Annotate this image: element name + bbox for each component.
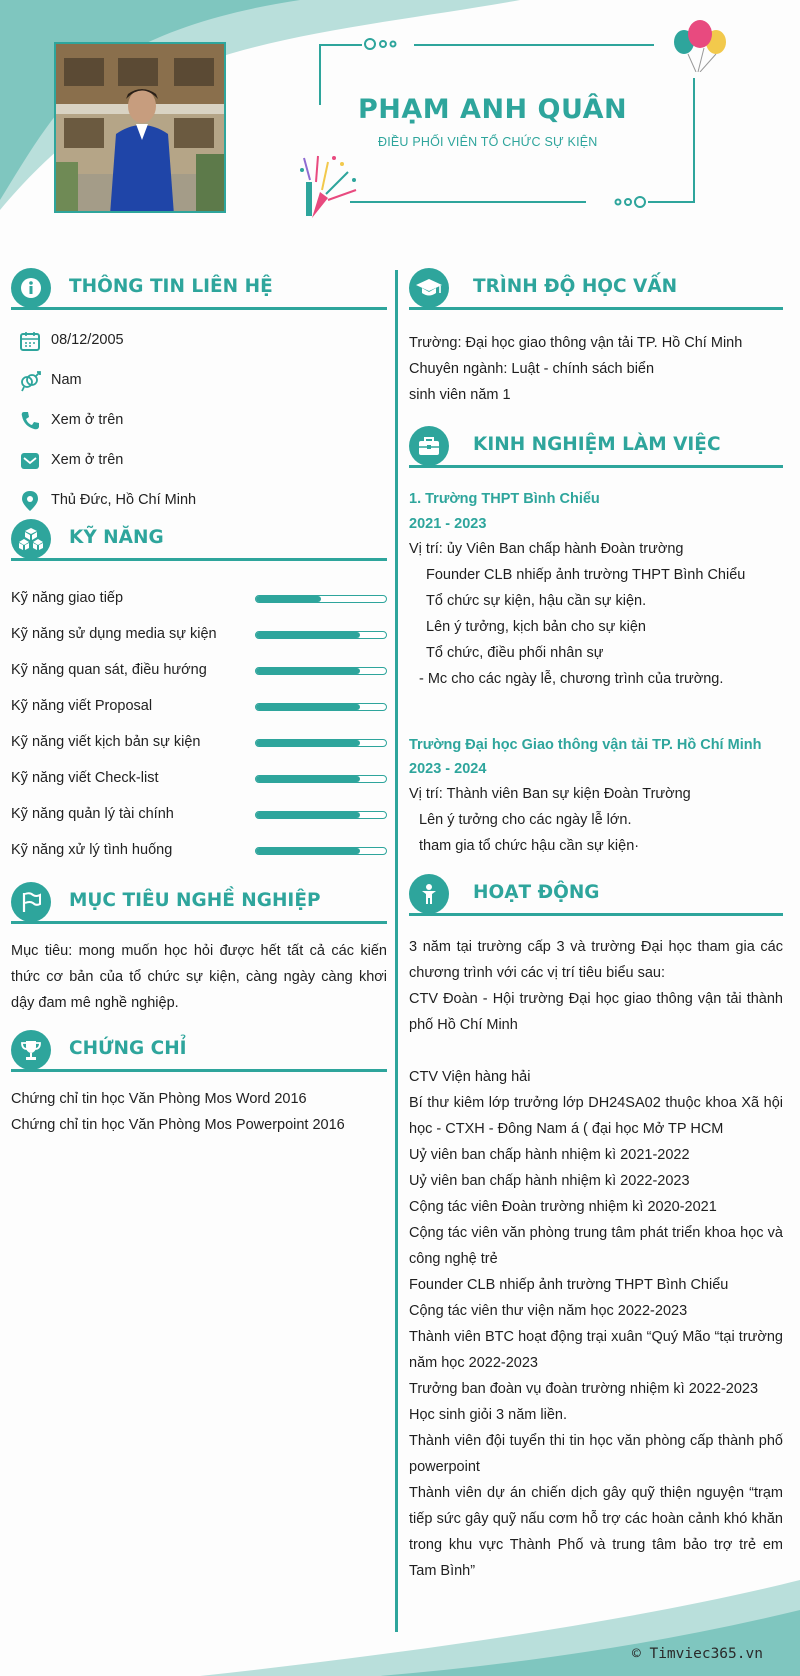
skill-name: Kỹ năng viết Check-list — [11, 770, 159, 786]
activity-item: Thành viên dự án chiến dịch gây quỹ thiện nguyện “trạm tiếp sức gây quỹ nấu cơm hỗ trợ các hoàn cảnh khó khăn trong khu vực Thành Phố và trung tâm bảo trợ trẻ em Tam Bình” — [409, 1485, 783, 1579]
skill-level-fill — [256, 776, 360, 782]
contact-birthday — [11, 328, 387, 352]
skill-name: Kỹ năng viết kịch bản sự kiện — [11, 734, 201, 750]
job-line: Tổ chức, điều phối nhân sự — [426, 645, 604, 661]
phone-icon — [19, 410, 41, 432]
skill-level-bar — [255, 595, 387, 603]
job-line: - Mc cho các ngày lễ, chương trình của trường. — [419, 671, 724, 687]
skill-level-fill — [256, 704, 360, 710]
contact-value: 08/12/2005 — [51, 332, 124, 348]
contact-gender — [11, 368, 387, 392]
skill-level-fill — [256, 848, 360, 854]
section-title: CHỨNG CHỈ — [69, 1038, 187, 1059]
activity-item: CTV Viện hàng hải — [409, 1069, 531, 1085]
balloons-decoration — [668, 16, 730, 72]
skill-level-bar — [255, 667, 387, 675]
activity-item: Cộng tác viên thư viện năm học 2022-2023 — [409, 1303, 688, 1319]
graduation-cap-icon — [409, 268, 449, 308]
skill-name: Kỹ năng quan sát, điều hướng — [11, 662, 207, 678]
skill-level-bar — [255, 739, 387, 747]
section-certificates-header — [11, 1030, 387, 1072]
job-title: ĐIỀU PHỐI VIÊN TỔ CHỨC SỰ KIỆN — [378, 135, 598, 149]
email-icon — [19, 450, 41, 472]
job-line: Founder CLB nhiếp ảnh trường THPT Bình Chiểu — [426, 567, 746, 583]
trophy-icon — [11, 1030, 51, 1070]
skill-level-fill — [256, 812, 360, 818]
section-contact-header — [11, 268, 387, 310]
section-title: HOẠT ĐỘNG — [473, 882, 600, 903]
skill-name: Kỹ năng sử dụng media sự kiện — [11, 626, 217, 642]
skill-row — [11, 730, 387, 754]
profile-photo — [54, 42, 226, 213]
activity-item: Bí thư kiêm lớp trưởng lớp DH24SA02 thuộc khoa Xã hội học - CTXH - Đông Nam á ( đại học Mở TP HCM — [409, 1095, 783, 1137]
skill-name: Kỹ năng viết Proposal — [11, 698, 153, 714]
skill-row — [11, 802, 387, 826]
skill-level-bar — [255, 811, 387, 819]
job-org: Trường Đại học Giao thông vận tải TP. Hồ Chí Minh — [409, 737, 762, 753]
activity-item: Cộng tác viên Đoàn trường nhiệm kì 2020-2021 — [409, 1199, 717, 1215]
education-school: Trường: Đại học giao thông vận tải TP. Hồ Chí Minh — [409, 335, 743, 351]
copyright: © Timviec365.vn — [632, 1646, 763, 1662]
contact-phone — [11, 408, 387, 432]
person-icon — [409, 874, 449, 914]
job-line: Vị trí: Thành viên Ban sự kiện Đoàn Trường — [409, 786, 691, 802]
skill-row — [11, 586, 387, 610]
section-title: TRÌNH ĐỘ HỌC VẤN — [473, 276, 678, 297]
party-popper-decoration — [298, 152, 362, 222]
person-name: PHẠM ANH QUÂN — [358, 94, 628, 125]
job-period: 2021 - 2023 — [409, 516, 487, 532]
skill-level-fill — [256, 668, 360, 674]
contact-value: Nam — [51, 372, 82, 388]
section-education-header — [409, 268, 783, 310]
activity-item: 3 năm tại trường cấp 3 và trường Đại học tham gia các chương trình với các vị trí tiêu biểu sau: — [409, 939, 783, 981]
skill-row — [11, 658, 387, 682]
cubes-icon — [11, 519, 51, 559]
section-title: KỸ NĂNG — [69, 527, 164, 548]
activity-item: Học sinh giỏi 3 năm liền. — [409, 1407, 567, 1423]
skill-row — [11, 622, 387, 646]
skill-level-bar — [255, 703, 387, 711]
section-activities-header — [409, 874, 783, 916]
info-icon — [11, 268, 51, 308]
objective-text: Mục tiêu: mong muốn học hỏi được hết tất cả các kiến thức cơ bản của tổ chức sự kiện, càng ngày càng khơi dậy đam mê nghề nghiệp. — [11, 943, 387, 1011]
flag-icon — [11, 882, 51, 922]
section-title: THÔNG TIN LIÊN HỆ — [69, 276, 273, 297]
activity-item: Uỷ viên ban chấp hành nhiệm kì 2021-2022 — [409, 1147, 690, 1163]
location-icon — [19, 490, 41, 512]
job-line: Vị trí: ủy Viên Ban chấp hành Đoàn trường — [409, 541, 684, 557]
job-line: tham gia tổ chức hậu cần sự kiện· — [419, 838, 640, 854]
section-title: MỤC TIÊU NGHỀ NGHIỆP — [69, 890, 321, 911]
contact-value: Thủ Đức, Hồ Chí Minh — [51, 492, 197, 508]
contact-value: Xem ở trên — [51, 452, 124, 468]
skill-row — [11, 838, 387, 862]
activity-item: Uỷ viên ban chấp hành nhiệm kì 2022-2023 — [409, 1173, 690, 1189]
skill-name: Kỹ năng giao tiếp — [11, 590, 124, 606]
education-major: Chuyên ngành: Luật - chính sách biển — [409, 361, 655, 377]
section-skills-header — [11, 519, 387, 561]
job-line: Lên ý tưởng, kịch bản cho sự kiện — [426, 619, 646, 635]
column-divider — [395, 270, 398, 1632]
activity-item: Trưởng ban đoàn vụ đoàn trường nhiệm kì 2022-2023 — [409, 1381, 759, 1397]
certificate-item: Chứng chỉ tin học Văn Phòng Mos Powerpoint 2016 — [11, 1117, 345, 1133]
section-experience-header — [409, 426, 783, 468]
contact-email — [11, 448, 387, 472]
activity-item: Cộng tác viên văn phòng trung tâm phát triển khoa học và công nghệ trẻ — [409, 1225, 783, 1267]
briefcase-icon — [409, 426, 449, 466]
activities-list — [409, 934, 783, 1584]
education-year: sinh viên năm 1 — [409, 387, 511, 403]
skill-row — [11, 694, 387, 718]
skill-name: Kỹ năng xử lý tình huống — [11, 842, 173, 858]
skill-level-bar — [255, 847, 387, 855]
skill-level-fill — [256, 632, 360, 638]
calendar-icon — [19, 330, 41, 352]
job-org: 1. Trường THPT Bình Chiểu — [409, 491, 600, 507]
certificate-item: Chứng chỉ tin học Văn Phòng Mos Word 2016 — [11, 1091, 307, 1107]
skill-name: Kỹ năng quản lý tài chính — [11, 806, 174, 822]
activity-item — [409, 1038, 783, 1064]
gender-icon — [19, 370, 41, 392]
job-line: Tổ chức sự kiện, hậu cần sự kiện. — [426, 593, 647, 609]
job-period: 2023 - 2024 — [409, 761, 487, 777]
contact-value: Xem ở trên — [51, 412, 124, 428]
contact-location — [11, 488, 387, 512]
skill-level-bar — [255, 631, 387, 639]
skill-level-bar — [255, 775, 387, 783]
skill-level-fill — [256, 740, 360, 746]
section-objective-header — [11, 882, 387, 924]
activity-item: CTV Đoàn - Hội trường Đại học giao thông vận tải thành phố Hồ Chí Minh — [409, 991, 783, 1033]
job-line: Lên ý tưởng cho các ngày lễ lớn. — [419, 812, 632, 828]
activity-item: Thành viên đội tuyển thi tin học văn phòng cấp thành phố powerpoint — [409, 1433, 783, 1475]
skill-row — [11, 766, 387, 790]
skill-level-fill — [256, 596, 321, 602]
section-title: KINH NGHIỆM LÀM VIỆC — [473, 434, 721, 455]
activity-item: Thành viên BTC hoạt động trại xuân “Quý Mão “tại trường năm học 2022-2023 — [409, 1329, 783, 1371]
activity-item: Founder CLB nhiếp ảnh trường THPT Bình Chiểu — [409, 1277, 729, 1293]
